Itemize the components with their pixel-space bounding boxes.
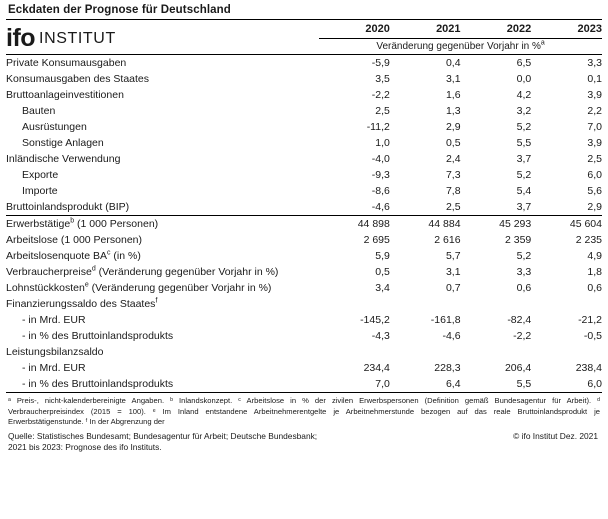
cell-value: 7,8 [445, 184, 461, 197]
table-footnotes: ᵃ Preis-, nicht-kalenderbereinigte Angaben. ᵇ Inlandskonzept. ᶜ Arbeitslose in % der zivilen Erwerbspersonen (Definition gemäß Bundesagentur für Arbeit). ᵈ Verbraucherpreisindex (2015 = 100). ᵉ Im Inland entstandene Arbeitnehmerentgelte je Arbeitnehmerstunde bezogen auf das reale Bruttoinlandsprodukt je Erwerbstätigenstunde. ᶠ In der Abgrenzung der [8, 396, 600, 426]
cell-value: 2,9 [445, 120, 461, 133]
cell-value: 1,0 [375, 136, 390, 149]
row-label: Verbraucherpreise$^d$ (Veränderung gegenüber Vorjahr in %) [6, 265, 279, 278]
table-row [6, 248, 602, 264]
table-row [6, 216, 602, 232]
row-label: Importe [22, 184, 58, 197]
cell-value: 45 293 [499, 217, 532, 230]
table-row [6, 328, 602, 344]
cell-value: 45 604 [569, 217, 602, 230]
cell-value: 7,0 [587, 120, 602, 133]
row-label: Exporte [22, 168, 59, 181]
cell-value: 1,8 [587, 265, 602, 278]
row-label: Ausrüstungen [22, 120, 87, 133]
cell-value: -5,9 [371, 56, 390, 69]
cell-value: 5,6 [587, 184, 602, 197]
cell-value: 2,4 [445, 152, 461, 165]
row-label: Bruttoanlageinvestitionen [6, 88, 124, 101]
row-label: Arbeitslosenquote $BA^c$ (in %) [6, 249, 141, 262]
cell-value: 5,2 [516, 249, 532, 262]
cell-value [390, 296, 461, 312]
row-label: Leistungsbilanzsaldo [6, 345, 104, 358]
cell-value: -21,2 [578, 313, 602, 326]
table-body-volkswirtschaft [6, 55, 602, 215]
table-row [6, 199, 602, 215]
table-row [6, 167, 602, 183]
source-block [6, 428, 602, 453]
cell-value: 0,6 [516, 281, 532, 294]
cell-value: 44 884 [428, 217, 461, 230]
table-row [6, 360, 602, 376]
cell-value: -8,6 [371, 184, 390, 197]
table-row [6, 87, 602, 103]
cell-value: 3,7 [516, 152, 532, 165]
copyright-text: © ifo Institut Dez. 2021 [513, 430, 598, 441]
cell-value: 3,1 [445, 72, 461, 85]
cell-value: -4,6 [371, 200, 390, 213]
table-row [6, 119, 602, 135]
cell-value: -0,5 [583, 329, 602, 342]
table-row [6, 344, 602, 360]
cell-value: 3,1 [445, 265, 461, 278]
cell-value: 6,4 [445, 377, 461, 390]
ifo-logo-text: INSTITUT [39, 30, 116, 47]
ifo-logo-mark: ifo [6, 23, 36, 52]
cell-value: -11,2 [366, 120, 390, 133]
cell-value: 2,9 [587, 200, 602, 213]
cell-value: 3,5 [375, 72, 390, 85]
cell-value [461, 296, 532, 312]
cell-value: 2 359 [504, 233, 532, 246]
cell-value: 2,5 [375, 104, 390, 117]
cell-value: 3,2 [516, 104, 532, 117]
cell-value: 5,4 [516, 184, 532, 197]
cell-value: 0,7 [445, 281, 461, 294]
cell-value: 4,9 [587, 249, 602, 262]
cell-value: -4,6 [442, 329, 461, 342]
cell-value: 0,0 [516, 72, 532, 85]
column-header-year-2020: 2020 [365, 22, 390, 35]
cell-value: -145,2 [360, 313, 390, 326]
cell-value: -82,4 [507, 313, 532, 326]
row-label: Erwerbstätige$^b$ (1 000 Personen) [6, 217, 159, 230]
page-title: Eckdaten der Prognose für Deutschland [8, 4, 231, 16]
table-row [6, 232, 602, 248]
cell-value: 2 695 [363, 233, 390, 246]
cell-value: 7,3 [445, 168, 461, 181]
subheader-cell [319, 35, 602, 54]
cell-value: -9,3 [371, 168, 390, 181]
cell-value: 6,0 [587, 168, 602, 181]
row-label: - in Mrd. EUR [22, 361, 86, 374]
cell-value: 3,3 [587, 56, 602, 69]
cell-value: 5,7 [445, 249, 461, 262]
cell-value: 0,6 [587, 281, 602, 294]
subheader-text: Veränderung gegenüber Vorjahr in %$^a$ [376, 39, 545, 52]
row-label: Lohnstückkosten$^e$ (Veränderung gegenüber Vorjahr in %) [6, 281, 272, 294]
cell-value: -4,3 [371, 329, 390, 342]
table-row [6, 183, 602, 199]
cell-value: 228,3 [434, 361, 461, 374]
cell-value: 3,3 [516, 265, 532, 278]
cell-value: -2,2 [513, 329, 532, 342]
column-header-year-2023: 2023 [577, 22, 602, 35]
cell-value: 234,4 [363, 361, 390, 374]
cell-value: 7,0 [375, 377, 390, 390]
table-row [6, 135, 602, 151]
cell-value: 5,5 [516, 377, 532, 390]
cell-value: 0,4 [445, 56, 461, 69]
table-row [6, 55, 602, 71]
cell-value [461, 344, 532, 360]
row-label: Konsumausgaben des Staates [6, 72, 150, 85]
table-row [6, 280, 602, 296]
cell-value: 2,5 [587, 152, 602, 165]
table-row [6, 312, 602, 328]
row-label: - in Mrd. EUR [22, 313, 86, 326]
ifo-logo [6, 20, 319, 54]
cell-value: 5,2 [516, 120, 532, 133]
cell-value [319, 344, 390, 360]
row-label: Private Konsumausgaben [6, 56, 127, 69]
cell-value: 238,4 [575, 361, 602, 374]
cell-value: 3,7 [516, 200, 532, 213]
row-label: Bruttoinlandsprodukt (BIP) [6, 200, 130, 213]
cell-value: 0,1 [587, 72, 602, 85]
cell-value: 2 235 [575, 233, 602, 246]
table-body-kennzahlen [6, 216, 602, 392]
cell-value: 1,3 [445, 104, 461, 117]
cell-value: 5,5 [516, 136, 532, 149]
row-label: - in % des Bruttoinlandsprodukts [22, 377, 174, 390]
cell-value: 2,2 [587, 104, 602, 117]
cell-value: 4,2 [516, 88, 532, 101]
cell-value: 1,6 [445, 88, 461, 101]
row-label: - in % des Bruttoinlandsprodukts [22, 329, 174, 342]
table-row [6, 151, 602, 167]
cell-value [390, 344, 461, 360]
column-header-year-2022: 2022 [506, 22, 532, 35]
cell-value: 5,9 [375, 249, 390, 262]
cell-value: 3,9 [587, 136, 602, 149]
row-label: Finanzierungssaldo des Staates$^f$ [6, 297, 158, 310]
table-row [6, 264, 602, 280]
row-label: Sonstige Anlagen [22, 136, 104, 149]
cell-value: 5,2 [516, 168, 532, 181]
cell-value: 44 898 [357, 217, 390, 230]
column-header-year-2021: 2021 [436, 22, 461, 35]
row-label: Arbeitslose (1 000 Personen) [6, 233, 142, 246]
cell-value: 2 616 [434, 233, 461, 246]
cell-value: -2,2 [371, 88, 390, 101]
table-row [6, 376, 602, 392]
table-row [6, 296, 602, 312]
cell-value: 3,9 [587, 88, 602, 101]
table-header [6, 20, 602, 55]
cell-value: 206,4 [504, 361, 532, 374]
row-label: Bauten [22, 104, 56, 117]
cell-value: -161,8 [430, 313, 461, 326]
cell-value: -4,0 [371, 152, 390, 165]
cell-value: 3,4 [375, 281, 390, 294]
table-row [6, 71, 602, 87]
cell-value [531, 296, 602, 312]
cell-value: 6,0 [587, 377, 602, 390]
table-row [6, 103, 602, 119]
cell-value: 0,5 [375, 265, 390, 278]
cell-value [319, 296, 390, 312]
source-text: Quelle: Statistisches Bundesamt; Bundesagentur für Arbeit; Deutsche Bundesbank; 2021 bis 2023: Prognose des ifo Instituts. [8, 430, 318, 452]
cell-value: 0,5 [445, 136, 461, 149]
cell-value: 2,5 [445, 200, 461, 213]
eckdaten-table [6, 20, 602, 392]
cell-value: 6,5 [516, 56, 532, 69]
row-label: Inländische Verwendung [6, 152, 121, 165]
cell-value [531, 344, 602, 360]
